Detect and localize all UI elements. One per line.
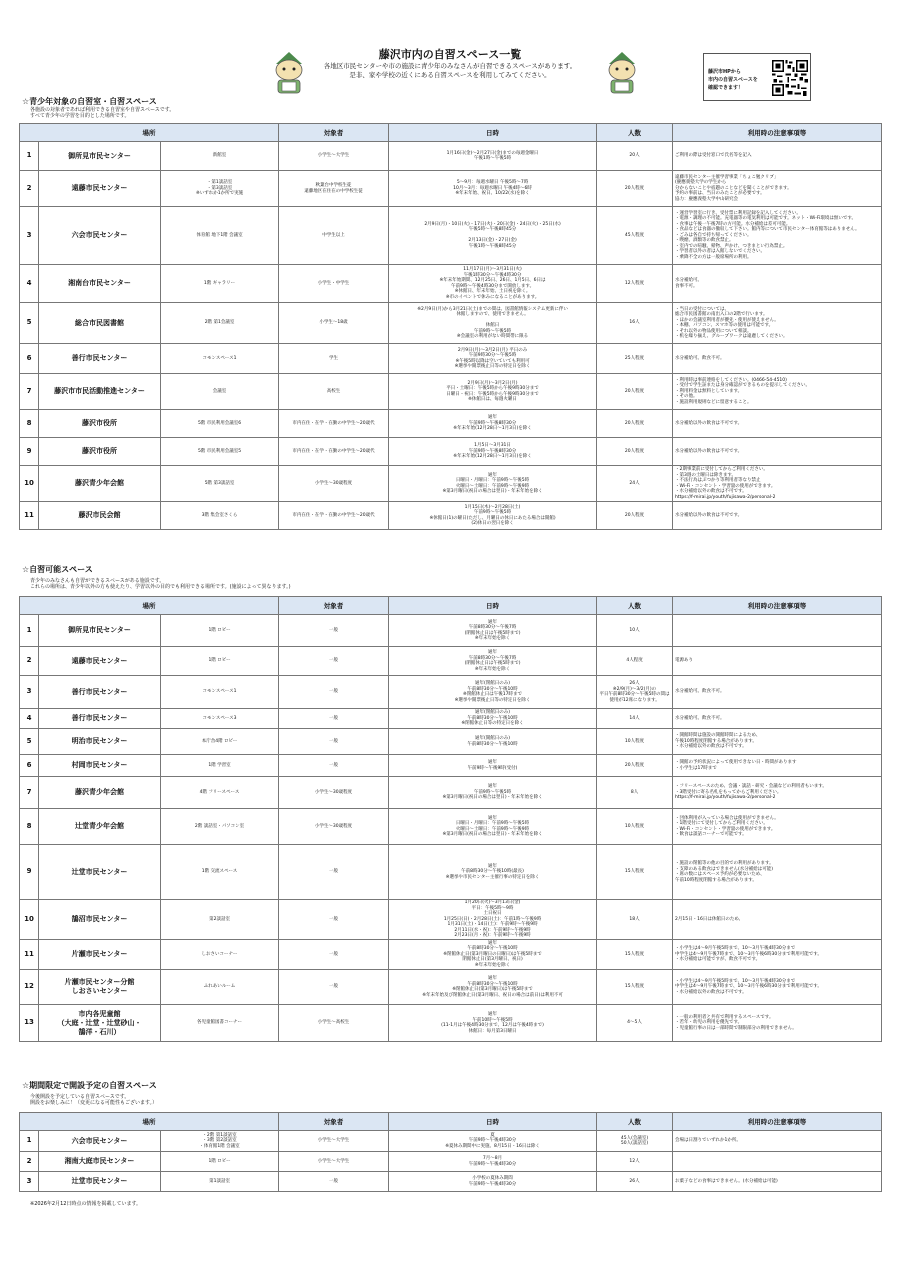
target-audience: 小学生～大学生	[279, 142, 389, 171]
usage-notes: ・利用時は事前連絡をしてください。(0466-54-4510) ・受付で学生証または身分確認ができるものを提示してください。 ・利用料金は無料としています。 ・その他。 ・施設利用規則などに留意すること。	[673, 374, 882, 410]
usage-notes: 水分補給可。 食事不可。	[673, 265, 882, 303]
table-row	[20, 755, 882, 777]
facility-name: 御所見市民センター	[39, 142, 161, 171]
facility-name: 遠藤市民センター	[39, 647, 161, 676]
room-name: 3階 集会室さくら	[161, 502, 279, 530]
facility-name: 総合市民図書館	[39, 303, 161, 344]
target-audience: 一般	[279, 615, 389, 647]
table-row	[20, 438, 882, 466]
section-title: ☆期間限定で開設予定の自習スペース	[22, 1081, 157, 1090]
row-number: 1	[20, 615, 39, 647]
usage-notes: 水分補給可。飲食不可。	[673, 709, 882, 729]
row-number: 5	[20, 303, 39, 344]
row-number: 3	[20, 1172, 39, 1192]
page-intro	[250, 62, 650, 80]
row-number: 2	[20, 647, 39, 676]
room-name: 2階 第1会議室	[161, 303, 279, 344]
room-name: 第2談話室	[161, 900, 279, 940]
capacity: 45人(会議室) 50人(談話室)	[597, 1131, 673, 1152]
opening-hours: 通年 午前9時～午後8時30分 ※年末年始(12月28日～1月3日)を除く	[389, 410, 597, 438]
facility-name: 片瀬市民センター	[39, 940, 161, 970]
room-name: 1階 ロビー	[161, 1152, 279, 1172]
facility-name: 善行市民センター	[39, 676, 161, 709]
row-number: 5	[20, 729, 39, 755]
usage-notes: ・運営学習室に行き、受付票に利用記録を記入してください。 ・電源・調理の不可能。充電器等の電気利用は可能です。ネット・Wi-Fi環境は無いです。 ・食事は午後一午後7時の方可能。水分補給は差可可能。 ・食品などは食器の撤収して下さい。館内等について市民センター体育館等はありません。 ・ごみは各自で持ち帰ってください。 ・喫煙、酒類等の飲食禁止。 ・室内での喧騒、帰物、声かけ、つきまとい行為禁止。 ・学習者以外の者は入館しないでください。 ・乗降不全の方は一般席場所の利用。	[673, 207, 882, 265]
usage-notes: ・施設の閉館等の他の目的での利用があります。 ・支障のある飲食はできません(水分補給は可能) ・席の数にはスペース予約が必要ないため、 午前10時程度閉館する場合があります。	[673, 845, 882, 900]
capacity: 10人程度	[597, 809, 673, 845]
capacity: 18人	[597, 900, 673, 940]
room-name: 第1談話室	[161, 1172, 279, 1192]
capacity: 15人程度	[597, 970, 673, 1005]
facility-name: 湘南大庭市民センター	[39, 1152, 161, 1172]
column-header: 利用時の注意事項等	[673, 124, 882, 142]
usage-notes	[673, 615, 882, 647]
opening-hours: 通年 午前8時30分～午後10時 ※閉館休止日(第3月曜日)は午後5時まで ※年末年始及び閉館休止日(第3月曜日、祝日の場合は前日)は利用不可	[389, 970, 597, 1005]
target-audience: 小学生～高校生	[279, 1005, 389, 1042]
row-number: 2	[20, 1152, 39, 1172]
row-number: 2	[20, 171, 39, 207]
column-header: 日時	[389, 1113, 597, 1131]
opening-hours: 通年 午前8時30分～午後7時 (閉館休止日は午後5時まで) ※年末年始を除く	[389, 647, 597, 676]
target-audience: 小学生～18歳	[279, 303, 389, 344]
target-audience: 市内在住・在学・在勤の中学生～20歳代	[279, 502, 389, 530]
target-audience: 一般	[279, 647, 389, 676]
opening-hours: 7月～8月 午前9時～午後4時30分	[389, 1152, 597, 1172]
capacity: 8人	[597, 777, 673, 809]
room-name: 1階 ロビー	[161, 647, 279, 676]
opening-hours: 通年(開館日のみ) 午前8時30分～午後10時	[389, 729, 597, 755]
qr-box	[703, 53, 811, 101]
table-row	[20, 845, 882, 900]
capacity: 12人程度	[597, 265, 673, 303]
table-row	[20, 1152, 882, 1172]
room-name: ・第1談話室 ・第3談話室 ※いずれか1か所で実施	[161, 171, 279, 207]
facility-name: 明治市民センター	[39, 729, 161, 755]
row-number: 4	[20, 709, 39, 729]
opening-hours: ※2月9日(月)から3月21日(土)までの間は、図書館情報システム更新に伴い 休館しますので、使用できません。 休館日 午前9時～午後5時 ※会議室の利用がない時間帯に限る	[389, 303, 597, 344]
row-number: 11	[20, 940, 39, 970]
opening-hours: 夏 午前9時～午後4時30分 ※夏休み期間中に実施、8月15日・16日は除く	[389, 1131, 597, 1152]
row-number: 7	[20, 374, 39, 410]
room-name: 会議室	[161, 374, 279, 410]
target-audience: 小学生～30歳程度	[279, 466, 389, 502]
opening-hours: 通年 午前10時～午後5時 (11-1月は午後4時30分まで、12月は午後4時まで) 休館日：毎月第3日曜日	[389, 1005, 597, 1042]
capacity: 20人程度	[597, 374, 673, 410]
intro-line: 是非、家や学校の近くにある自習スペースを利用してみてください。	[349, 71, 551, 79]
capacity: 16人	[597, 303, 673, 344]
column-header: 人数	[597, 597, 673, 615]
row-number: 8	[20, 410, 39, 438]
table-row	[20, 344, 882, 374]
row-number: 7	[20, 777, 39, 809]
capacity: 20人	[597, 142, 673, 171]
column-header: 場所	[20, 1113, 279, 1131]
opening-hours: 通年 日曜日・月曜日：午前9時～午後5時 火曜日～土曜日：午前9時～午後9時 ※第3月曜日(祝日の場合は翌日)・年末年始を除く	[389, 466, 597, 502]
facility-name: 片瀬市民センター分館 しおさいセンター	[39, 970, 161, 1005]
row-number: 11	[20, 502, 39, 530]
row-number: 1	[20, 1131, 39, 1152]
youth-study-table	[19, 123, 882, 530]
row-number: 13	[20, 1005, 39, 1042]
row-number: 12	[20, 970, 39, 1005]
column-header: 対象者	[279, 1113, 389, 1131]
row-number: 1	[20, 142, 39, 171]
column-header: 場所	[20, 597, 279, 615]
usage-notes: ・小学生は4～9月午後5時まで、10～3月午後4時30分まで 中学生は4～9月午後7時まで、10～3月午後6時30分まで利用可能です。 ・水分補給は可能ですが、飲食不可です。	[673, 940, 882, 970]
facility-name: 辻堂市民センター	[39, 845, 161, 900]
row-number: 10	[20, 900, 39, 940]
planned-space-table	[19, 1112, 882, 1192]
opening-hours: 1月15日(木)～2月28日(土) 午前9時～午後5時 ※休館日(1)の曜日(ただし、月曜日の休日にあたる場合は開館) (2)休日の翌日を除く	[389, 502, 597, 530]
section-note: 各施設の対象者であれば利用できる自習室や自習スペースです。 すべて青少年の学習を目的とした場所です。	[30, 107, 175, 119]
section-title: ☆自習可能スペース	[22, 565, 93, 574]
section-note: 今後開設を予定している自習スペースです。 開設をお楽しみに！（変更になる可能性もございます。）	[30, 1094, 158, 1106]
row-number: 8	[20, 809, 39, 845]
table-row	[20, 1005, 882, 1042]
intro-line: 各地区市民センターや市の施設に青少年のみなさんが自習できるスペースがあります。	[323, 62, 577, 70]
table-row	[20, 410, 882, 438]
column-header: 人数	[597, 1113, 673, 1131]
room-name: 新館室	[161, 142, 279, 171]
room-name: 4階 フリースペース	[161, 777, 279, 809]
table-row	[20, 729, 882, 755]
capacity: 26人	[597, 1172, 673, 1192]
facility-name: 善行市民センター	[39, 344, 161, 374]
table-row	[20, 466, 882, 502]
target-audience: 一般	[279, 755, 389, 777]
opening-hours: 通年(閉館日のみ) 午前8時30分～午後10時 ※閉館休止日は午後17時まで ※選挙や開票後止日等の特定日を除く	[389, 676, 597, 709]
capacity: 10人	[597, 615, 673, 647]
opening-hours: 2月9日(月)～3月2日(月) 平日のみ 午前9時30分～午後5時 ※午後5時以降は空いていても利用可 ※選挙や開票後止日等の特定日を除く	[389, 344, 597, 374]
facility-name: 藤沢青少年会館	[39, 777, 161, 809]
usage-notes: ・当日の受付については、 総合市民図書館の南出入口の2階で行います。 ・ほかの会議室利用者が優先・使用が使えません。 ・本棚、パソコン、スマホ等の使用は可能です。 ・それ以外の物品使用について相談。 ・机を繰り揃え、グループワークは遠慮してください。	[673, 303, 882, 344]
room-name: 1階 交流スペース	[161, 845, 279, 900]
column-header: 利用時の注意事項等	[673, 597, 882, 615]
facility-name: 村岡市民センター	[39, 755, 161, 777]
target-audience: 一般	[279, 900, 389, 940]
facility-name: 御所見市民センター	[39, 615, 161, 647]
qr-caption: 藤沢市HPから 市内の自習スペースを 確認できます！	[708, 69, 758, 91]
table-row	[20, 676, 882, 709]
usage-notes: ・開館時間は施設の開館時間によるため、 午後10時程度閉館する場合があります。 ・水分補給以外の飲食は不可です。	[673, 729, 882, 755]
target-audience: 小学生～大学生	[279, 1131, 389, 1152]
usage-notes: 2月15日・16日は休館日のため、	[673, 900, 882, 940]
capacity: 25人程度	[597, 344, 673, 374]
room-name: 5階 市民利用会議室5	[161, 438, 279, 466]
target-audience: 小学生・中学生	[279, 265, 389, 303]
column-header: 人数	[597, 124, 673, 142]
opening-hours: 小学校の夏休み期間 午前9時～午後4時30分	[389, 1172, 597, 1192]
opening-hours: 2月9日(月)・10日(火)・17日(火)・20日(金)・24日(火)・25日(水) 午後5時～午後8時45分 2月13日(金)・27日(金) 午後1時～午後8時45分	[389, 207, 597, 265]
target-audience: 秋葉台中学校生徒 遠藤地区在住在の中学校生徒	[279, 171, 389, 207]
target-audience: 小学生～30歳程度	[279, 777, 389, 809]
table-row	[20, 647, 882, 676]
facility-name: 遠藤市民センター	[39, 171, 161, 207]
target-audience: 中学生以上	[279, 207, 389, 265]
target-audience: 一般	[279, 676, 389, 709]
facility-name: 藤沢市民会館	[39, 502, 161, 530]
opening-hours: 通年 午前9時～午後5時 ※第3月曜日(祝日の場合は翌日)・年末年始を除く	[389, 777, 597, 809]
capacity: 10人程度	[597, 729, 673, 755]
usage-notes: 水分補給以外の飲食は不可です。	[673, 438, 882, 466]
opening-hours: 通年 日曜日・月曜日：午前9時～午後5時 火曜日～土曜日：午前9時～午後9時 ※第3月曜日(祝日の場合は翌日)・年末年始を除く	[389, 809, 597, 845]
usage-notes: 水分補給以外の飲食は不可です。	[673, 502, 882, 530]
target-audience: 小学生～大学生	[279, 1152, 389, 1172]
study-space-table	[19, 596, 882, 1042]
section-title: ☆青少年対象の自習室・自習スペース	[22, 97, 157, 106]
room-name: 2階 談話室・パソコン室	[161, 809, 279, 845]
column-header: 日時	[389, 124, 597, 142]
target-audience: 学生	[279, 344, 389, 374]
table-row	[20, 809, 882, 845]
target-audience: 市内在住・在学・在勤の中学生～20歳代	[279, 438, 389, 466]
table-row	[20, 171, 882, 207]
footer-note: ※2026年2月12日時点の情報を掲載しています。	[30, 1201, 142, 1207]
capacity: 15人程度	[597, 940, 673, 970]
usage-notes: 遠藤市民センター主催学習事業「ちょこ勉クリブ」 (慶應義塾大学の学生から 分からないことや宿題のことなどを聞くことができます。 予約の事前は、当日のみたことが必要です。 協力：慶應義塾大学中山研究会	[673, 171, 882, 207]
opening-hours: 通年 午前9時～午後9時(受付)	[389, 755, 597, 777]
table-row	[20, 940, 882, 970]
target-audience: 小学生～30歳程度	[279, 809, 389, 845]
usage-notes: 水分補給可。飲食不可。	[673, 676, 882, 709]
table-row	[20, 777, 882, 809]
target-audience: 一般	[279, 940, 389, 970]
capacity: 4人程度	[597, 647, 673, 676]
opening-hours: 2月9日(月)～3月2日(月) 平日・土曜日：午後5時から午後9時30分まで 日曜日・祝日：午後5時から午後9時30分まで ※休館日は、毎週火曜日	[389, 374, 597, 410]
table-row	[20, 1131, 882, 1152]
facility-name: 六会市民センター	[39, 1131, 161, 1152]
usage-notes: 会場は日割りでいずれか1か所。	[673, 1131, 882, 1152]
target-audience: 高校生	[279, 374, 389, 410]
opening-hours: 通年 午前8時30分～午後7時 (閉館休止日は午後5時まで) ※年末年始を除く	[389, 615, 597, 647]
target-audience: 一般	[279, 1172, 389, 1192]
table-row	[20, 1172, 882, 1192]
target-audience: 市内在住・在学・在勤の中学生～20歳代	[279, 410, 389, 438]
facility-name: 藤沢青少年会館	[39, 466, 161, 502]
capacity: 20人程度	[597, 410, 673, 438]
row-number: 9	[20, 845, 39, 900]
table-row	[20, 207, 882, 265]
capacity: 12人	[597, 1152, 673, 1172]
usage-notes: 水分補給可。飲食不可。	[673, 344, 882, 374]
section-note: 青少年のみなさんも自習ができるスペースがある施設です。 これらの場所は、青少年以外の方も使えたり、学習以外の目的でも利用できる場所です。(施設によって異なります。)	[30, 578, 291, 590]
table-row	[20, 709, 882, 729]
capacity: 15人程度	[597, 845, 673, 900]
table-row	[20, 303, 882, 344]
target-audience: 一般	[279, 970, 389, 1005]
opening-hours: 5～9月：毎週水曜日 午後5時～7時 10月～3月：毎週水曜日 午後4時～6時 ※年末年始、祝日、10/22(水)を除く	[389, 171, 597, 207]
facility-name: 藤沢市役所	[39, 438, 161, 466]
facility-name: 辻堂市民センター	[39, 1172, 161, 1192]
usage-notes: ・開館の予約状況によって使用できない日・時間があります ・小学生は17時まで	[673, 755, 882, 777]
room-name: 1階 学習室	[161, 755, 279, 777]
usage-notes: お菓子などの食事はできません。(水分補給は可能)	[673, 1172, 882, 1192]
capacity: 20人程度	[597, 438, 673, 466]
row-number: 3	[20, 207, 39, 265]
room-name: 各児童館図書コーナー	[161, 1005, 279, 1042]
column-header: 日時	[389, 597, 597, 615]
facility-name: 善行市民センター	[39, 709, 161, 729]
usage-notes: ・2期事業前に受付してからご利用ください。 ・第3週の土曜日は除きます。 ・不法行為はぶつかり等利用者等なり禁止 ・Wi-Fi・コンセント・学習量の使用ができます。 ・水分補給以外の飲食は不可です。 https://f-mirai.jp/youth/fujisawa-2/personal-2	[673, 466, 882, 502]
usage-notes: ・フリースペースのため、会議・談話・研究・会議などの利用者もいます。 ・3階受付に寄る名札をもってからご利用ください。 https://f-mirai.jp/youth/fujisawa-2/personal-2	[673, 777, 882, 809]
room-name: コモンスペース1	[161, 344, 279, 374]
opening-hours: 1月20日(火)～3月13日(金) 平日：午後5時～9時 土日祝日 1月25日(日)・2月28日(土)：午前1時～午後9時 1月31日(土)・14日(土)：午前9時～午後9時 2月11日(水・祝)：午前9時～午後9時 2月23日(月・祝)：午前9時～午後9時	[389, 900, 597, 940]
usage-notes: 水分補給以外の飲食は不可です。	[673, 410, 882, 438]
page-title: 藤沢市内の自習スペース一覧	[378, 48, 522, 61]
capacity: 4～5人	[597, 1005, 673, 1042]
facility-name: 辻堂青少年会館	[39, 809, 161, 845]
table-row	[20, 265, 882, 303]
opening-hours: 11月17日(月)～3月31日(火) 午後1時30分～午後4時30分 ※年末年始期間、12月25日、26日、1月5日、6日は 午前9時～午後4時30分まで開放します。 ※休館日、年末年始、土日祝を除く。 ※市のイベントで休みになることがあります。	[389, 265, 597, 303]
room-name: 1階 ギャラリー	[161, 265, 279, 303]
target-audience: 一般	[279, 729, 389, 755]
table-row	[20, 142, 882, 171]
table-row	[20, 502, 882, 530]
usage-notes: ・団体利用が入っている場合は使用ができません。 ・1階受付にて受付してからご利用ください。 ・Wi-Fi・コンセント・学習量の使用ができます。 ・飲食は談話コーナーで可能です。	[673, 809, 882, 845]
capacity: 26人 ※2/9(月)～3/2(月)の 平日午前8時30分～午後5時の間は 使用が12席になります。	[597, 676, 673, 709]
row-number: 6	[20, 755, 39, 777]
opening-hours: 1月5日～3月31日 午前9時～午後8時30分 ※年末年始(12月28日～1月3日)を除く	[389, 438, 597, 466]
facility-name: 藤沢市市民活動推進センター	[39, 374, 161, 410]
row-number: 6	[20, 344, 39, 374]
column-header: 対象者	[279, 597, 389, 615]
facility-name: 六会市民センター	[39, 207, 161, 265]
usage-notes	[673, 1152, 882, 1172]
opening-hours: 通年 午前8時30分～午後10時 ※閉館休止日(第3月曜日の日曜日)は午後5時まで 閉館休止日(第3月曜日、祝日) ※年末年始を除く	[389, 940, 597, 970]
column-header: 利用時の注意事項等	[673, 1113, 882, 1131]
room-name: 1階 ロビー	[161, 615, 279, 647]
row-number: 4	[20, 265, 39, 303]
row-number: 9	[20, 438, 39, 466]
room-name: コモンスペース3	[161, 709, 279, 729]
usage-notes: ・小学生は4～9月午後5時まで、10～3月午後4時30分まで 中学生は4～9月午後7時まで、10～3月午後6時30分まで利用可能です。 ・水分補給以外の飲食は不可です。	[673, 970, 882, 1005]
room-name: 5階 市民利用会議室6	[161, 410, 279, 438]
opening-hours: 1月16日(金)～2月27日(金)までの毎週金曜日 午後1時～午後5時	[389, 142, 597, 171]
facility-name: 市内各児童館 （大庭・辻堂・辻堂砂山・ 鵠洋・石川）	[39, 1005, 161, 1042]
column-header: 対象者	[279, 124, 389, 142]
table-row	[20, 900, 882, 940]
room-name: 体育館 地下1階 会議室	[161, 207, 279, 265]
capacity: 45人程度	[597, 207, 673, 265]
capacity: 20人程度	[597, 171, 673, 207]
target-audience: 一般	[279, 845, 389, 900]
facility-name: 藤沢市役所	[39, 410, 161, 438]
usage-notes: ・一般の利用者と共有で利用するスペースです。 ・若年・幼児の利用を優先です。 ・児童館行事の日は一部時間で制限部分の利用できません。	[673, 1005, 882, 1042]
room-name: コモンスペース1	[161, 676, 279, 709]
target-audience: 一般	[279, 709, 389, 729]
table-row	[20, 615, 882, 647]
room-name: 5階 第3談話室	[161, 466, 279, 502]
usage-notes: 電源あり	[673, 647, 882, 676]
qr-code-icon	[772, 60, 808, 96]
room-name: しおさいコーナー	[161, 940, 279, 970]
facility-name: 湘南台市民センター	[39, 265, 161, 303]
capacity: 14人	[597, 709, 673, 729]
facility-name: 鵠沼市民センター	[39, 900, 161, 940]
capacity: 20人程度	[597, 755, 673, 777]
opening-hours: 通年(閉館日のみ) 午前8時30分～午後10時 ※閉館休止日等の特定日を除く	[389, 709, 597, 729]
column-header: 場所	[20, 124, 279, 142]
table-row	[20, 970, 882, 1005]
table-row	[20, 374, 882, 410]
capacity: 20人程度	[597, 502, 673, 530]
row-number: 10	[20, 466, 39, 502]
room-name: ふれあいルーム	[161, 970, 279, 1005]
room-name: ・2階 第1談話室 ・3階 第2談話室 ・体育館1階 会議室	[161, 1131, 279, 1152]
row-number: 3	[20, 676, 39, 709]
opening-hours: 通年 午前8時30分～午後10時(最長) ※選挙や市民センター主催行事の特定日を除く	[389, 845, 597, 900]
room-name: 本庁舎4階 ロビー	[161, 729, 279, 755]
usage-notes: ご利用の際は受付窓口で氏名等を記入	[673, 142, 882, 171]
capacity: 24人	[597, 466, 673, 502]
